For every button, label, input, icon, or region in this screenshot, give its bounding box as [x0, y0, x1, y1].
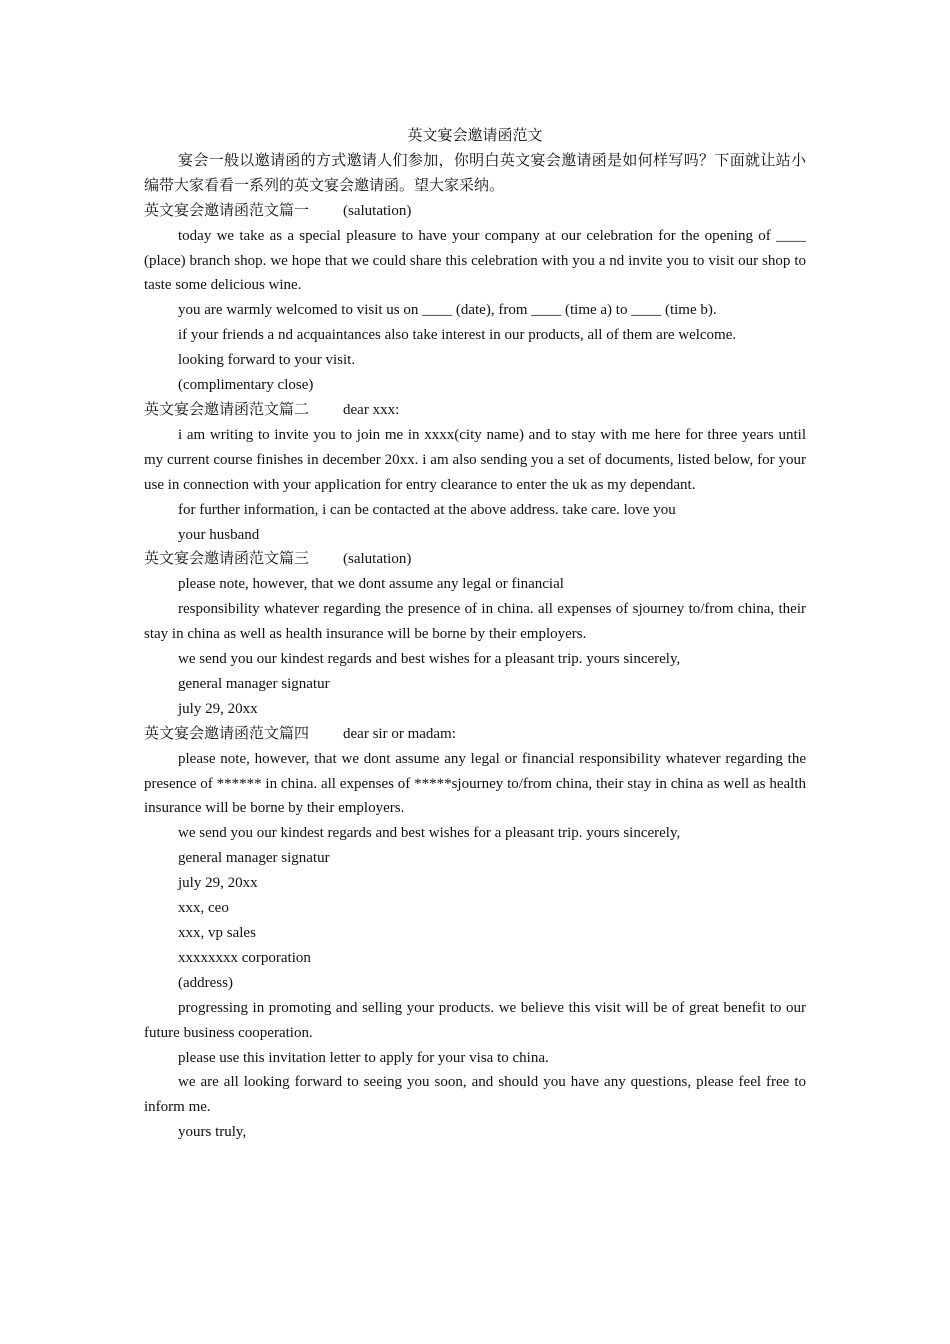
- section-3-paragraph-2: responsibility whatever regarding the presence of in china. all expenses of sjourney to/from china, their stay in china as well as health insurance will be borne by their employers.: [144, 601, 806, 643]
- section-2-paragraph-3: your husband: [178, 526, 260, 543]
- section-1-heading: [144, 199, 806, 224]
- section-4-paragraph-12: yours truly,: [178, 1124, 247, 1141]
- section-2-paragraph-2: for further information, i can be contacted at the above address. take care. love you: [178, 501, 676, 518]
- section-4-paragraph-3: general manager signatur: [178, 850, 330, 867]
- section-2-paragraph-1: i am writing to invite you to join me in xxxx(city name) and to stay with me here for three years until my current course finishes in december 20xx. i am also sending you a set of documents, listed below, for your use in connection with your application for entry clearance to enter the uk as my dependant.: [144, 426, 806, 493]
- section-1-paragraph-3: if your friends a nd acquaintances also take interest in our products, all of them are welcome.: [178, 327, 737, 344]
- section-4-paragraph-9: progressing in promoting and selling your products. we believe this visit will be of great benefit to our future business cooperation.: [144, 999, 806, 1041]
- section-4-paragraph-2: we send you our kindest regards and best wishes for a pleasant trip. yours sincerely,: [178, 825, 681, 842]
- section-4-paragraph-5: xxx, ceo: [178, 900, 229, 917]
- section-3-paragraph-5: july 29, 20xx: [178, 700, 258, 717]
- section-1-paragraph-4: looking forward to your visit.: [178, 352, 356, 369]
- section-2-heading: [144, 398, 806, 423]
- section-1-paragraph-1: today we take as a special pleasure to have your company at our celebration for the opening of ____ (place) branch shop. we hope that we could share this celebration with you a nd invite you to visit our shop to taste some delicious wine.: [144, 227, 806, 294]
- section-3-salutation: (salutation): [343, 551, 412, 568]
- section-4-heading: [144, 722, 806, 747]
- section-4-paragraph-7: xxxxxxxx corporation: [178, 949, 311, 966]
- section-1-heading-text: 英文宴会邀请函范文篇一: [144, 202, 310, 219]
- section-4-salutation: dear sir or madam:: [343, 725, 456, 742]
- document-page: [144, 124, 806, 1145]
- section-3-paragraph-4: general manager signatur: [178, 675, 330, 692]
- section-4-paragraph-11: we are all looking forward to seeing you soon, and should you have any questions, please feel free to inform me.: [144, 1074, 806, 1116]
- section-4-heading-text: 英文宴会邀请函范文篇四: [144, 725, 310, 742]
- section-4-paragraph-1: please note, however, that we dont assume any legal or financial responsibility whatever regarding the presence of ****** in china. all expenses of *****sjourney to/from china, their stay in china as well as health insurance will be borne by their employers.: [144, 750, 806, 817]
- section-1-paragraph-2: you are warmly welcomed to visit us on ____ (date), from ____ (time a) to ____ (time b).: [178, 302, 717, 319]
- section-1-paragraph-5: (complimentary close): [178, 377, 314, 394]
- section-4-paragraph-4: july 29, 20xx: [178, 875, 258, 892]
- section-4-paragraph-6: xxx, vp sales: [178, 925, 256, 941]
- section-3-heading: [144, 547, 806, 572]
- section-4-paragraph-10: please use this invitation letter to apply for your visa to china.: [178, 1049, 549, 1066]
- intro-paragraph: 宴会一般以邀请函的方式邀请人们参加，你明白英文宴会邀请函是如何样写吗？下面就让站小编带大家看看一系列的英文宴会邀请函。望大家采纳。: [144, 152, 806, 194]
- section-4-paragraph-8: (address): [178, 974, 233, 991]
- section-3-heading-text: 英文宴会邀请函范文篇三: [144, 551, 310, 568]
- section-3-paragraph-1: please note, however, that we dont assume any legal or financial: [178, 576, 564, 593]
- section-1-salutation: (salutation): [343, 202, 412, 219]
- document-title: 英文宴会邀请函范文: [407, 128, 543, 144]
- section-2-salutation: dear xxx:: [343, 401, 400, 418]
- section-2-heading-text: 英文宴会邀请函范文篇二: [144, 401, 310, 418]
- section-3-paragraph-3: we send you our kindest regards and best wishes for a pleasant trip. yours sincerely,: [178, 651, 681, 668]
